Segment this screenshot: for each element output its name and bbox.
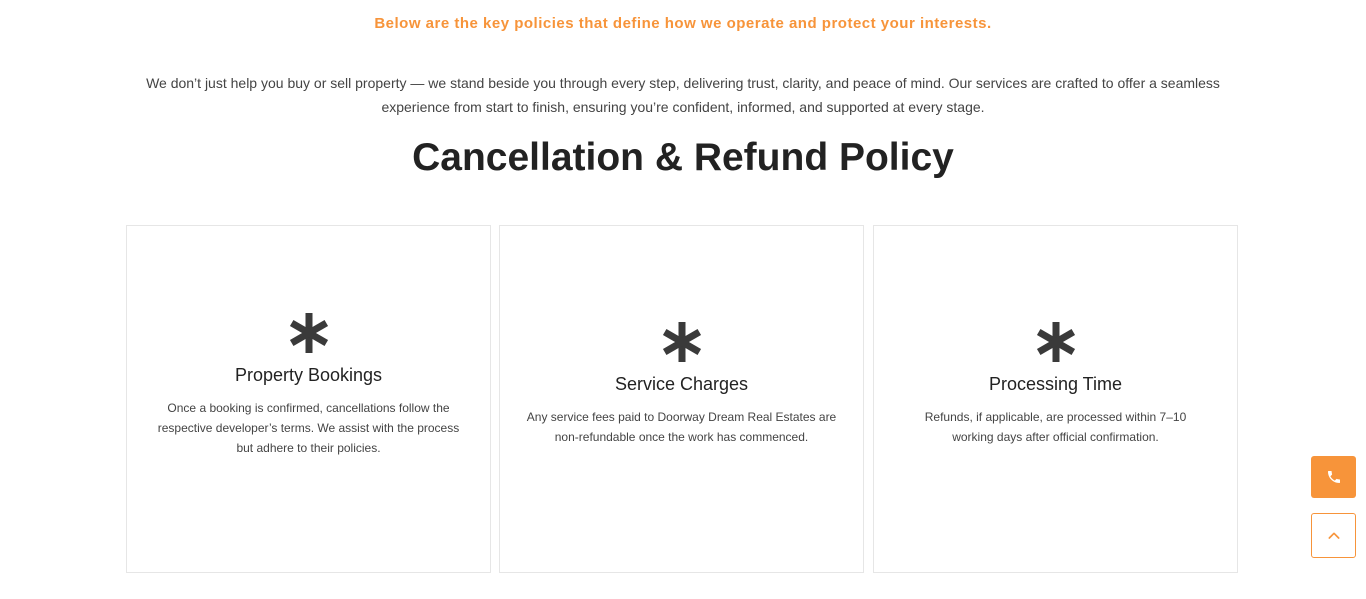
asterisk-icon [287, 311, 331, 355]
card-title: Processing Time [988, 374, 1123, 394]
page-title: Cancellation & Refund Policy [412, 136, 954, 179]
asterisk-icon [1034, 320, 1078, 364]
card-text: Any service fees paid to Doorway Dream Real Estates are non-refundable once the work has commenced. [526, 410, 837, 444]
card-text: Once a booking is confirmed, cancellations follow the respective developer’s terms. We assist with the process but adhere to their policies. [157, 401, 460, 455]
policy-intro: We don’t just help you buy or sell property — we stand beside you through every step, delivering trust, clarity, and peace of mind. Our services are crafted to offer a seamless experience from start to finish, ensuring you’re confident, informed, and supported at every stage. [146, 75, 1220, 115]
card-title: Property Bookings [234, 365, 383, 385]
call-button[interactable] [1311, 456, 1356, 498]
card-content [874, 320, 1237, 447]
policy-card-processing-time [873, 225, 1238, 573]
policy-card-property-bookings [126, 225, 491, 573]
asterisk-icon [660, 320, 704, 364]
back-to-top-button[interactable] [1311, 513, 1356, 558]
phone-icon [1326, 469, 1342, 485]
chevron-up-icon [1326, 528, 1342, 544]
card-content [500, 320, 863, 447]
policy-kicker: Below are the key policies that define how we operate and protect your interests. [374, 15, 992, 32]
card-text: Refunds, if applicable, are processed within 7–10 working days after official confirmation. [924, 410, 1187, 444]
card-content [127, 311, 490, 458]
card-title: Service Charges [614, 374, 749, 394]
policy-card-service-charges [499, 225, 864, 573]
